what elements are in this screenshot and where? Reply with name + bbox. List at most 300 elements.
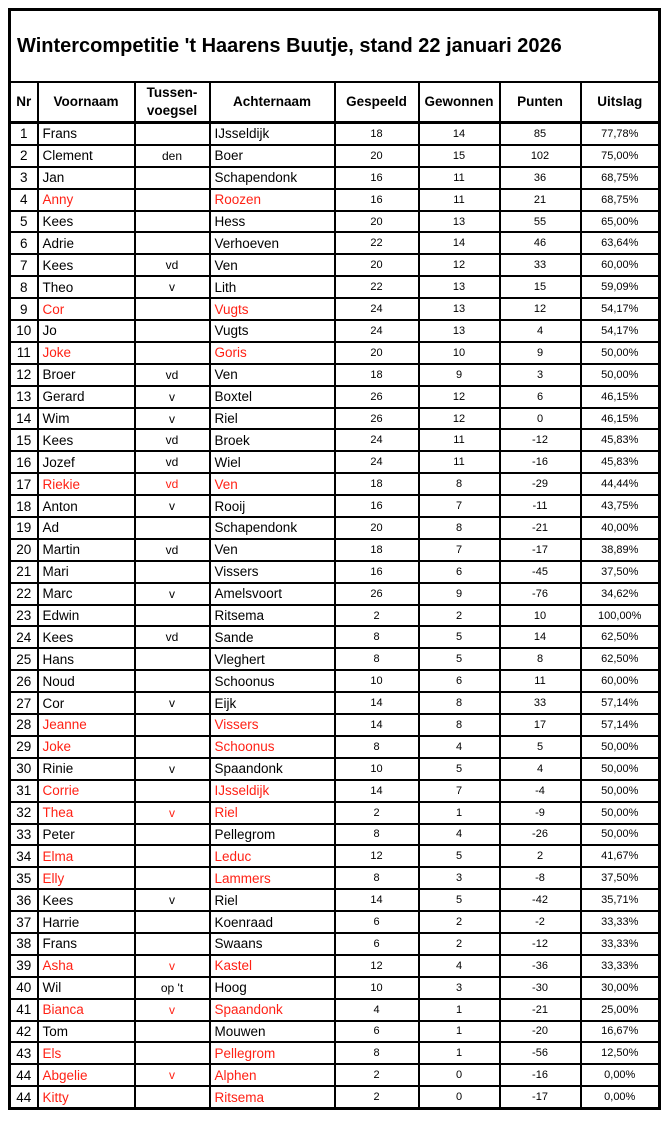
cell-gewonnen: 1 [419, 1042, 500, 1064]
cell-uitslag: 59,09% [581, 276, 660, 298]
col-header-tussenvoegsel: Tussen-voegsel [135, 82, 210, 123]
table-row [10, 977, 660, 999]
cell-tussenvoegsel [135, 605, 210, 627]
cell-punten: 2 [500, 845, 581, 867]
cell-uitslag: 50,00% [581, 802, 660, 824]
cell-nr: 28 [10, 714, 38, 736]
cell-gewonnen: 8 [419, 714, 500, 736]
table-row [10, 123, 660, 145]
cell-punten: 8 [500, 648, 581, 670]
cell-voornaam: Kees [38, 626, 135, 648]
cell-punten: 85 [500, 123, 581, 145]
table-row [10, 429, 660, 451]
cell-uitslag: 50,00% [581, 342, 660, 364]
cell-nr: 9 [10, 298, 38, 320]
cell-tussenvoegsel: v [135, 999, 210, 1021]
cell-nr: 24 [10, 626, 38, 648]
cell-uitslag: 60,00% [581, 670, 660, 692]
cell-gespeeld: 2 [335, 605, 419, 627]
cell-achternaam: Roozen [210, 189, 335, 211]
cell-gespeeld: 10 [335, 977, 419, 999]
cell-punten: 17 [500, 714, 581, 736]
cell-achternaam: Goris [210, 342, 335, 364]
cell-achternaam: Swaans [210, 933, 335, 955]
cell-punten: 33 [500, 254, 581, 276]
cell-punten: -16 [500, 1064, 581, 1086]
cell-nr: 13 [10, 386, 38, 408]
table-row [10, 254, 660, 276]
cell-achternaam: Wiel [210, 451, 335, 473]
cell-nr: 8 [10, 276, 38, 298]
cell-uitslag: 38,89% [581, 539, 660, 561]
table-row [10, 824, 660, 846]
cell-gespeeld: 18 [335, 539, 419, 561]
table-row [10, 342, 660, 364]
cell-voornaam: Frans [38, 933, 135, 955]
cell-nr: 41 [10, 999, 38, 1021]
cell-gewonnen: 12 [419, 254, 500, 276]
cell-punten: 5 [500, 736, 581, 758]
cell-nr: 22 [10, 583, 38, 605]
cell-tussenvoegsel: v [135, 276, 210, 298]
cell-achternaam: Vissers [210, 714, 335, 736]
cell-tussenvoegsel: v [135, 1064, 210, 1086]
cell-uitslag: 16,67% [581, 1021, 660, 1043]
cell-nr: 44 [10, 1086, 38, 1108]
cell-gewonnen: 5 [419, 626, 500, 648]
cell-gewonnen: 8 [419, 473, 500, 495]
cell-uitslag: 50,00% [581, 758, 660, 780]
cell-voornaam: Frans [38, 123, 135, 145]
col-header-punten: Punten [500, 82, 581, 123]
cell-tussenvoegsel: vd [135, 429, 210, 451]
cell-gewonnen: 15 [419, 145, 500, 167]
cell-uitslag: 25,00% [581, 999, 660, 1021]
cell-uitslag: 46,15% [581, 408, 660, 430]
cell-voornaam: Bianca [38, 999, 135, 1021]
cell-tussenvoegsel [135, 736, 210, 758]
cell-punten: -2 [500, 911, 581, 933]
cell-gewonnen: 12 [419, 408, 500, 430]
table-row [10, 692, 660, 714]
cell-gespeeld: 24 [335, 298, 419, 320]
cell-gewonnen: 7 [419, 539, 500, 561]
cell-gespeeld: 6 [335, 911, 419, 933]
cell-tussenvoegsel: vd [135, 539, 210, 561]
cell-gespeeld: 22 [335, 232, 419, 254]
cell-tussenvoegsel [135, 867, 210, 889]
cell-achternaam: Ven [210, 539, 335, 561]
cell-achternaam: Verhoeven [210, 232, 335, 254]
cell-tussenvoegsel: vd [135, 254, 210, 276]
cell-achternaam: Spaandonk [210, 999, 335, 1021]
cell-gespeeld: 14 [335, 889, 419, 911]
cell-tussenvoegsel [135, 1086, 210, 1108]
table-row [10, 867, 660, 889]
cell-gewonnen: 6 [419, 670, 500, 692]
cell-voornaam: Rinie [38, 758, 135, 780]
cell-nr: 44 [10, 1064, 38, 1086]
table-row [10, 999, 660, 1021]
title-row [10, 10, 660, 83]
table-row [10, 451, 660, 473]
cell-gespeeld: 8 [335, 736, 419, 758]
cell-tussenvoegsel [135, 670, 210, 692]
cell-tussenvoegsel: op 't [135, 977, 210, 999]
cell-voornaam: Wil [38, 977, 135, 999]
table-row [10, 386, 660, 408]
table-row [10, 211, 660, 233]
cell-tussenvoegsel: v [135, 802, 210, 824]
cell-gewonnen: 3 [419, 977, 500, 999]
header-row [10, 82, 660, 123]
cell-uitslag: 50,00% [581, 824, 660, 846]
cell-uitslag: 60,00% [581, 254, 660, 276]
cell-voornaam: Corrie [38, 780, 135, 802]
cell-punten: 12 [500, 298, 581, 320]
cell-gewonnen: 11 [419, 429, 500, 451]
cell-voornaam: Anton [38, 495, 135, 517]
cell-nr: 21 [10, 561, 38, 583]
cell-nr: 23 [10, 605, 38, 627]
cell-gespeeld: 8 [335, 1042, 419, 1064]
cell-punten: -26 [500, 824, 581, 846]
cell-gespeeld: 8 [335, 648, 419, 670]
cell-punten: 9 [500, 342, 581, 364]
cell-gespeeld: 20 [335, 145, 419, 167]
cell-punten: -20 [500, 1021, 581, 1043]
cell-nr: 1 [10, 123, 38, 145]
cell-uitslag: 68,75% [581, 189, 660, 211]
cell-gespeeld: 12 [335, 955, 419, 977]
cell-uitslag: 65,00% [581, 211, 660, 233]
cell-punten: 10 [500, 605, 581, 627]
cell-nr: 42 [10, 1021, 38, 1043]
cell-gespeeld: 4 [335, 999, 419, 1021]
cell-voornaam: Jo [38, 320, 135, 342]
cell-tussenvoegsel [135, 320, 210, 342]
cell-gespeeld: 26 [335, 386, 419, 408]
cell-gespeeld: 8 [335, 626, 419, 648]
cell-gewonnen: 9 [419, 583, 500, 605]
cell-gewonnen: 1 [419, 802, 500, 824]
cell-tussenvoegsel: v [135, 583, 210, 605]
cell-gewonnen: 5 [419, 889, 500, 911]
cell-nr: 38 [10, 933, 38, 955]
cell-gespeeld: 8 [335, 824, 419, 846]
cell-voornaam: Elma [38, 845, 135, 867]
cell-gewonnen: 0 [419, 1086, 500, 1108]
cell-voornaam: Noud [38, 670, 135, 692]
cell-gespeeld: 10 [335, 670, 419, 692]
cell-tussenvoegsel: v [135, 408, 210, 430]
cell-gespeeld: 10 [335, 758, 419, 780]
table-row [10, 539, 660, 561]
cell-uitslag: 45,83% [581, 429, 660, 451]
cell-voornaam: Martin [38, 539, 135, 561]
cell-gespeeld: 18 [335, 364, 419, 386]
cell-punten: 11 [500, 670, 581, 692]
cell-punten: -45 [500, 561, 581, 583]
cell-punten: 14 [500, 626, 581, 648]
table-row [10, 605, 660, 627]
cell-achternaam: Riel [210, 802, 335, 824]
table-row [10, 276, 660, 298]
cell-gespeeld: 14 [335, 692, 419, 714]
cell-punten: -42 [500, 889, 581, 911]
cell-uitslag: 50,00% [581, 364, 660, 386]
cell-uitslag: 40,00% [581, 517, 660, 539]
cell-voornaam: Broer [38, 364, 135, 386]
cell-gewonnen: 8 [419, 692, 500, 714]
cell-voornaam: Joke [38, 342, 135, 364]
cell-punten: -21 [500, 999, 581, 1021]
cell-nr: 32 [10, 802, 38, 824]
cell-uitslag: 33,33% [581, 911, 660, 933]
table-row [10, 648, 660, 670]
cell-achternaam: Boer [210, 145, 335, 167]
cell-voornaam: Asha [38, 955, 135, 977]
cell-punten: -56 [500, 1042, 581, 1064]
cell-gewonnen: 14 [419, 123, 500, 145]
cell-gewonnen: 1 [419, 1021, 500, 1043]
cell-achternaam: IJsseldijk [210, 123, 335, 145]
cell-uitslag: 62,50% [581, 626, 660, 648]
cell-gewonnen: 14 [419, 232, 500, 254]
cell-gewonnen: 13 [419, 211, 500, 233]
cell-gewonnen: 4 [419, 824, 500, 846]
cell-gespeeld: 14 [335, 714, 419, 736]
cell-tussenvoegsel [135, 933, 210, 955]
cell-gewonnen: 6 [419, 561, 500, 583]
cell-gewonnen: 0 [419, 1064, 500, 1086]
cell-achternaam: Spaandonk [210, 758, 335, 780]
cell-gewonnen: 11 [419, 451, 500, 473]
cell-tussenvoegsel [135, 517, 210, 539]
cell-voornaam: Marc [38, 583, 135, 605]
cell-nr: 5 [10, 211, 38, 233]
cell-gewonnen: 4 [419, 736, 500, 758]
cell-achternaam: Schapendonk [210, 167, 335, 189]
cell-voornaam: Kitty [38, 1086, 135, 1108]
cell-voornaam: Harrie [38, 911, 135, 933]
cell-voornaam: Gerard [38, 386, 135, 408]
cell-achternaam: Pellegrom [210, 824, 335, 846]
table-row [10, 1042, 660, 1064]
cell-uitslag: 75,00% [581, 145, 660, 167]
cell-uitslag: 37,50% [581, 867, 660, 889]
cell-gespeeld: 24 [335, 451, 419, 473]
cell-tussenvoegsel: v [135, 955, 210, 977]
cell-uitslag: 35,71% [581, 889, 660, 911]
cell-uitslag: 0,00% [581, 1086, 660, 1108]
cell-punten: 36 [500, 167, 581, 189]
cell-punten: 21 [500, 189, 581, 211]
cell-uitslag: 63,64% [581, 232, 660, 254]
table-row [10, 320, 660, 342]
cell-nr: 11 [10, 342, 38, 364]
cell-tussenvoegsel [135, 845, 210, 867]
cell-uitslag: 30,00% [581, 977, 660, 999]
cell-voornaam: Ad [38, 517, 135, 539]
cell-punten: -9 [500, 802, 581, 824]
cell-achternaam: Riel [210, 408, 335, 430]
cell-achternaam: Ritsema [210, 605, 335, 627]
cell-punten: 46 [500, 232, 581, 254]
cell-voornaam: Clement [38, 145, 135, 167]
cell-tussenvoegsel [135, 1021, 210, 1043]
table-row [10, 845, 660, 867]
cell-gewonnen: 4 [419, 955, 500, 977]
table-row [10, 145, 660, 167]
table-row [10, 298, 660, 320]
cell-voornaam: Kees [38, 889, 135, 911]
cell-nr: 2 [10, 145, 38, 167]
cell-nr: 6 [10, 232, 38, 254]
cell-gewonnen: 5 [419, 845, 500, 867]
cell-achternaam: Hess [210, 211, 335, 233]
cell-achternaam: Riel [210, 889, 335, 911]
cell-gespeeld: 16 [335, 495, 419, 517]
table-row [10, 889, 660, 911]
table-row [10, 1064, 660, 1086]
cell-gewonnen: 2 [419, 933, 500, 955]
cell-uitslag: 34,62% [581, 583, 660, 605]
cell-nr: 29 [10, 736, 38, 758]
cell-gewonnen: 9 [419, 364, 500, 386]
cell-voornaam: Cor [38, 298, 135, 320]
cell-gespeeld: 20 [335, 211, 419, 233]
table-row [10, 517, 660, 539]
cell-achternaam: Ven [210, 254, 335, 276]
table-row [10, 408, 660, 430]
cell-uitslag: 33,33% [581, 933, 660, 955]
cell-gespeeld: 2 [335, 802, 419, 824]
cell-voornaam: Mari [38, 561, 135, 583]
cell-uitslag: 0,00% [581, 1064, 660, 1086]
cell-achternaam: Schoonus [210, 670, 335, 692]
cell-achternaam: Vissers [210, 561, 335, 583]
cell-tussenvoegsel [135, 911, 210, 933]
cell-gewonnen: 2 [419, 911, 500, 933]
document-page [8, 8, 661, 1110]
cell-nr: 34 [10, 845, 38, 867]
table-row [10, 189, 660, 211]
cell-nr: 26 [10, 670, 38, 692]
cell-achternaam: Ven [210, 473, 335, 495]
cell-uitslag: 57,14% [581, 714, 660, 736]
cell-gespeeld: 26 [335, 408, 419, 430]
cell-punten: -76 [500, 583, 581, 605]
cell-nr: 37 [10, 911, 38, 933]
cell-uitslag: 100,00% [581, 605, 660, 627]
cell-voornaam: Anny [38, 189, 135, 211]
cell-nr: 14 [10, 408, 38, 430]
cell-achternaam: Vugts [210, 298, 335, 320]
table-row [10, 802, 660, 824]
cell-punten: 15 [500, 276, 581, 298]
cell-gewonnen: 5 [419, 758, 500, 780]
cell-gespeeld: 18 [335, 123, 419, 145]
cell-tussenvoegsel [135, 780, 210, 802]
cell-voornaam: Els [38, 1042, 135, 1064]
cell-tussenvoegsel [135, 342, 210, 364]
table-row [10, 232, 660, 254]
table-row [10, 364, 660, 386]
cell-achternaam: Alphen [210, 1064, 335, 1086]
cell-uitslag: 57,14% [581, 692, 660, 714]
table-row [10, 758, 660, 780]
table-row [10, 736, 660, 758]
cell-voornaam: Tom [38, 1021, 135, 1043]
cell-uitslag: 54,17% [581, 320, 660, 342]
cell-nr: 16 [10, 451, 38, 473]
cell-gewonnen: 10 [419, 342, 500, 364]
cell-tussenvoegsel [135, 232, 210, 254]
cell-voornaam: Jeanne [38, 714, 135, 736]
cell-voornaam: Peter [38, 824, 135, 846]
cell-nr: 17 [10, 473, 38, 495]
cell-gewonnen: 11 [419, 189, 500, 211]
table-row [10, 495, 660, 517]
cell-tussenvoegsel [135, 189, 210, 211]
cell-nr: 18 [10, 495, 38, 517]
cell-punten: 33 [500, 692, 581, 714]
cell-nr: 19 [10, 517, 38, 539]
cell-uitslag: 37,50% [581, 561, 660, 583]
cell-tussenvoegsel [135, 714, 210, 736]
cell-voornaam: Kees [38, 429, 135, 451]
cell-uitslag: 44,44% [581, 473, 660, 495]
cell-achternaam: Sande [210, 626, 335, 648]
cell-nr: 20 [10, 539, 38, 561]
cell-nr: 43 [10, 1042, 38, 1064]
cell-achternaam: Koenraad [210, 911, 335, 933]
cell-uitslag: 68,75% [581, 167, 660, 189]
cell-nr: 3 [10, 167, 38, 189]
cell-gespeeld: 16 [335, 167, 419, 189]
page-title: Wintercompetitie 't Haarens Buutje, stand 22 januari 2026 [10, 10, 660, 83]
cell-gespeeld: 20 [335, 254, 419, 276]
cell-tussenvoegsel [135, 648, 210, 670]
cell-gespeeld: 20 [335, 342, 419, 364]
cell-achternaam: Eijk [210, 692, 335, 714]
cell-voornaam: Wim [38, 408, 135, 430]
table-row [10, 955, 660, 977]
cell-voornaam: Elly [38, 867, 135, 889]
cell-voornaam: Edwin [38, 605, 135, 627]
table-row [10, 933, 660, 955]
cell-nr: 30 [10, 758, 38, 780]
cell-nr: 31 [10, 780, 38, 802]
cell-nr: 25 [10, 648, 38, 670]
cell-nr: 39 [10, 955, 38, 977]
cell-punten: -12 [500, 933, 581, 955]
cell-tussenvoegsel: v [135, 889, 210, 911]
cell-gespeeld: 2 [335, 1064, 419, 1086]
cell-achternaam: Boxtel [210, 386, 335, 408]
cell-uitslag: 77,78% [581, 123, 660, 145]
cell-gewonnen: 13 [419, 276, 500, 298]
cell-punten: -17 [500, 1086, 581, 1108]
cell-uitslag: 62,50% [581, 648, 660, 670]
cell-achternaam: Pellegrom [210, 1042, 335, 1064]
cell-punten: 3 [500, 364, 581, 386]
cell-gewonnen: 2 [419, 605, 500, 627]
cell-tussenvoegsel: vd [135, 473, 210, 495]
cell-achternaam: Kastel [210, 955, 335, 977]
cell-nr: 7 [10, 254, 38, 276]
